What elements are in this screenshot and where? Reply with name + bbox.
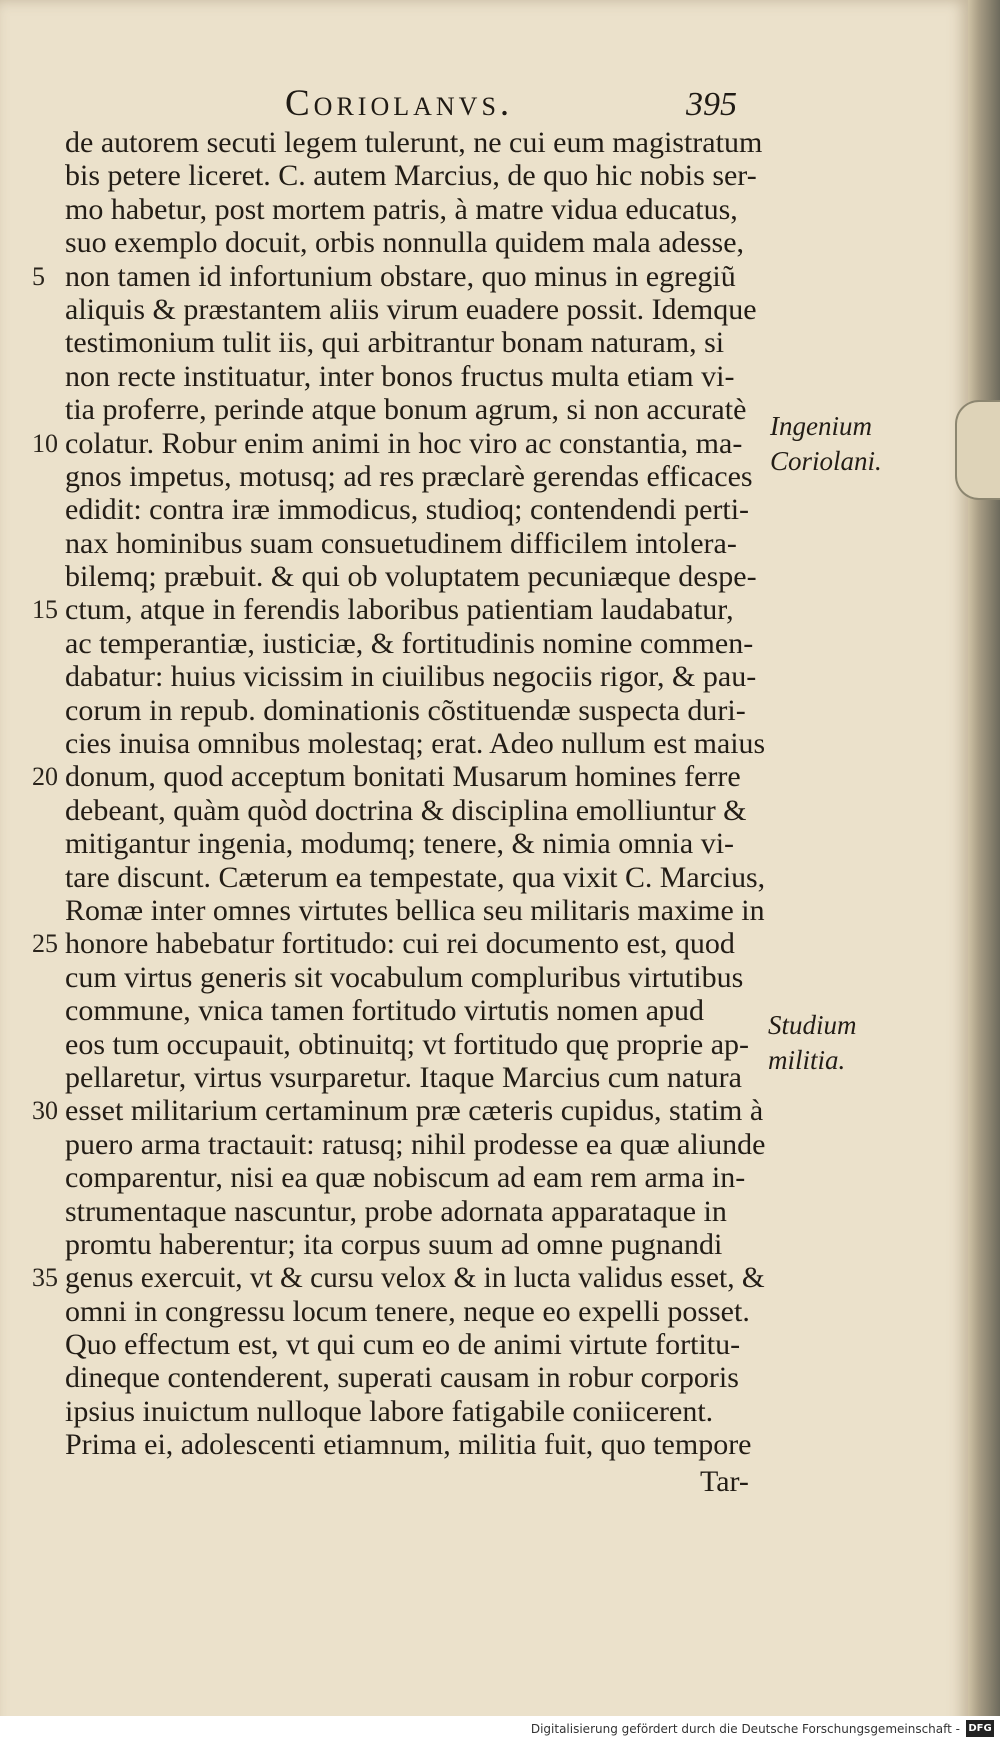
text-line: [65, 193, 765, 226]
digitization-footer: [0, 1716, 1000, 1742]
marginal-note-ingenium: Ingenium: [770, 411, 872, 441]
text-line: [65, 1361, 765, 1394]
text-line: [65, 493, 765, 526]
line-number: 10: [32, 428, 58, 458]
text-line: [65, 1061, 765, 1094]
text-line: [65, 293, 765, 326]
text-line: [32, 593, 765, 627]
line-text: suo exemplo docuit, orbis nonnulla quidem mala adesse,: [65, 226, 745, 260]
line-text: cies inuisa omnibus molestaq; erat. Adeo nullum est maius: [65, 727, 766, 761]
line-number: 15: [32, 595, 58, 625]
line-text: Quo effectum est, vt qui cum eo de animi virtute fortitu-: [65, 1328, 741, 1362]
line-text: mo habetur, post mortem patris, à matre vidua educatus,: [65, 192, 738, 226]
line-text: corum in repub. dominationis cõstituendæ suspecta duri-: [65, 693, 746, 727]
text-line: [65, 226, 765, 259]
line-text: debeant, quàm quòd doctrina & disciplina emolliuntur &: [65, 793, 747, 827]
text-line: [65, 560, 765, 593]
text-line: [65, 894, 765, 927]
page-edge: [968, 0, 1000, 1742]
text-line: [32, 426, 765, 460]
line-text: edidit: contra iræ immodicus, studioq; contendendi perti-: [65, 493, 750, 527]
line-text: omni in congressu locum tenere, neque eo expelli posset.: [65, 1294, 750, 1328]
line-number: 35: [32, 1263, 58, 1293]
line-text: non recte instituatur, inter bonos fructus multa etiam vi-: [65, 359, 735, 393]
book-clip: [955, 400, 1000, 500]
line-text: pellaretur, virtus vsurparetur. Itaque Marcius cum natura: [65, 1060, 742, 1094]
text-line: [65, 694, 765, 727]
line-text: commune, vnica tamen fortitudo virtutis nomen apud: [65, 994, 705, 1028]
line-text: genus exercuit, vt & cursu velox & in lucta validus esset, &: [65, 1261, 765, 1295]
text-line: [65, 994, 765, 1027]
line-number: 25: [32, 929, 58, 959]
line-text: dineque contenderent, superati causam in robur corporis: [65, 1361, 739, 1395]
text-line: [65, 360, 765, 393]
dfg-logo: DFG: [966, 1720, 994, 1737]
text-line: [65, 126, 765, 159]
catchword: Tar-: [700, 1465, 749, 1498]
line-text: dabatur: huius vicissim in ciuilibus negociis rigor, & pau-: [65, 660, 757, 694]
line-text: Romæ inter omnes virtutes bellica seu militaris maxime in: [65, 893, 765, 927]
line-text: esset militarium certaminum præ cæteris cupidus, statim à: [65, 1094, 764, 1128]
line-text: nax hominibus suam consuetudinem difficilem intolera-: [65, 526, 737, 560]
line-number: 30: [32, 1096, 58, 1126]
text-line: [65, 393, 765, 426]
line-text: puero arma tractauit: ratusq; nihil prodesse ea quæ aliunde: [65, 1127, 766, 1161]
line-text: ctum, atque in ferendis laboribus patientiam laudabatur,: [65, 593, 734, 627]
line-text: tia proferre, perinde atque bonum agrum, si non accuratè: [65, 393, 747, 427]
line-text: donum, quod acceptum bonitati Musarum homines ferre: [65, 760, 741, 794]
marginal-note-militia: militia.: [768, 1045, 846, 1075]
line-text: ipsius inuictum nulloque labore fatigabile coniicerent.: [65, 1394, 714, 1428]
text-line: [65, 1161, 765, 1194]
line-text: eos tum occupauit, obtinuitq; vt fortitudo quę proprie ap-: [65, 1027, 750, 1061]
text-line: [32, 259, 765, 293]
line-text: honore habebatur fortitudo: cui rei documento est, quod: [65, 927, 735, 961]
line-text: non tamen id infortunium obstare, quo minus in egregiũ: [65, 259, 736, 293]
text-line: [32, 1094, 765, 1128]
text-line: [65, 159, 765, 192]
footer-credit: Digitalisierung gefördert durch die Deutsche Forschungsgemeinschaft -: [530, 1722, 960, 1736]
page-number: 395: [686, 86, 737, 123]
text-line: [65, 1295, 765, 1328]
body-text: [32, 126, 766, 1462]
marginal-note-coriolani: Coriolani.: [770, 446, 882, 476]
line-number: 5: [32, 261, 45, 291]
line-text: bilemq; præbuit. & qui ob voluptatem pecuniæque despe-: [65, 560, 757, 594]
page-header: [0, 82, 968, 132]
text-line: [65, 1328, 765, 1361]
text-line: [65, 1195, 765, 1228]
text-line: [65, 1228, 765, 1261]
line-text: de autorem secuti legem tulerunt, ne cui eum magistratum: [65, 126, 763, 159]
line-text: aliquis & præstantem aliis virum euadere possit. Idemque: [65, 292, 757, 326]
line-text: Prima ei, adolescenti etiamnum, militia fuit, quo tempore: [65, 1428, 752, 1462]
line-text: colatur. Robur enim animi in hoc viro ac constantia, ma-: [65, 426, 743, 460]
text-line: [65, 460, 765, 493]
line-text: mitigantur ingenia, modumq; tenere, & nimia omnia vi-: [65, 827, 735, 861]
text-line: [65, 660, 765, 693]
line-number: 20: [32, 762, 58, 792]
text-line: [65, 527, 765, 560]
text-line: [65, 1395, 765, 1428]
line-text: cum virtus generis sit vocabulum compluribus virtutibus: [65, 960, 744, 994]
text-line: [65, 1128, 765, 1161]
text-line: [65, 627, 765, 660]
marginal-note-studium: Studium: [768, 1010, 857, 1040]
text-line: [65, 794, 765, 827]
text-line: [65, 961, 765, 994]
text-line: [32, 1261, 765, 1295]
line-text: strumentaque nascuntur, probe adornata apparataque in: [65, 1194, 727, 1228]
line-text: gnos impetus, motusq; ad res præclarè gerendas efficaces: [65, 459, 753, 493]
text-line: [32, 927, 765, 961]
line-text: tare discunt. Cæterum ea tempestate, qua vixit C. Marcius,: [65, 860, 766, 894]
text-line: [65, 1028, 765, 1061]
line-text: promtu haberentur; ita corpus suum ad omne pugnandi: [65, 1227, 723, 1261]
text-line: [65, 861, 765, 894]
running-head: Coriolanvs.: [285, 83, 514, 124]
text-line: [65, 1428, 765, 1461]
text-line: [65, 727, 765, 760]
text-line: [32, 760, 765, 794]
line-text: ac temperantiæ, iusticiæ, & fortitudinis nomine commen-: [65, 626, 754, 660]
text-line: [65, 326, 765, 359]
text-line: [65, 827, 765, 860]
line-text: testimonium tulit iis, qui arbitrantur bonam naturam, si: [65, 326, 725, 360]
line-text: comparentur, nisi ea quæ nobiscum ad eam rem arma in-: [65, 1161, 746, 1195]
line-text: bis petere liceret. C. autem Marcius, de quo hic nobis ser-: [65, 159, 757, 193]
